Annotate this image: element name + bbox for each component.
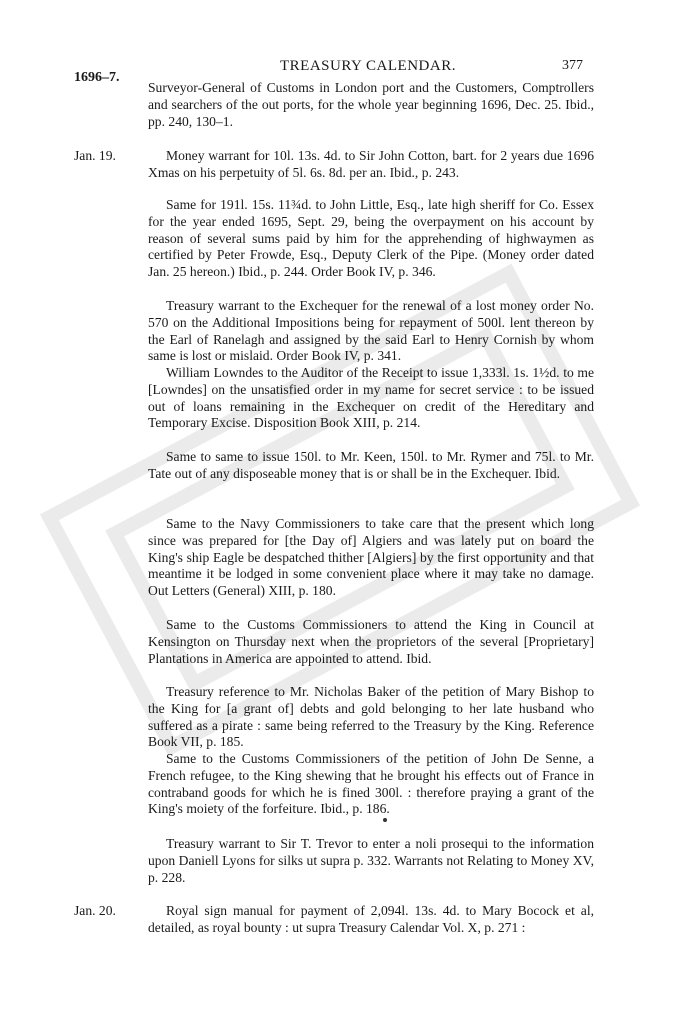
entry-1: Surveyor-General of Customs in London port and the Customers, Comptrollers and searchers of the out ports, for the whole year beginning 1696, Dec. 25. Ibid., pp. 240, 130–1. — [148, 80, 594, 129]
entry-date-jan-19: Jan. 19. — [74, 148, 116, 163]
entry-date-jan-20: Jan. 20. — [74, 903, 116, 918]
entry-5: William Lowndes to the Auditor of the Receipt to issue 1,333l. 1s. 1½d. to me [Lowndes] on the unsatisfied order in my name for secret service : to be issued out of loans remaining in the Exchequer on credit of the Hereditary and Temporary Excise. Disposition Book XIII, p. 214. — [148, 365, 594, 431]
entry-10: Same to the Customs Commissioners of the petition of John De Senne, a French refugee, to the King shewing that he brought his effects out of France in contraband goods for which he is fined 300l. : therefore praying a grant of the King's moiety of the forfeiture. Ibid., p. 186. — [148, 751, 594, 817]
entry-6: Same to same to issue 150l. to Mr. Keen, 150l. to Mr. Rymer and 75l. to Mr. Tate out of any disposeable money that is or shall be in the Exchequer. Ibid. — [148, 449, 594, 481]
entry-8: Same to the Customs Commissioners to attend the King in Council at Kensington on Thursday next when the proprietors of the several [Proprietary] Plantations in America are appointed to attend. Ibid. — [148, 617, 594, 666]
entry-11: Treasury warrant to Sir T. Trevor to enter a noli prosequi to the information upon Daniell Lyons for silks ut supra p. 332. Warrants not Relating to Money XV, p. 228. — [148, 836, 594, 885]
stray-mark — [383, 818, 387, 822]
entry-7: Same to the Navy Commissioners to take care that the present which long since was prepared for [the Day of] Algiers and was lately put on board the King's ship Eagle be despatched thither [Algiers] by the first opportunity and that meantime it be lodged in some convenient place where it may take no damage. Out Letters (General) XIII, p. 180. — [148, 516, 594, 599]
page-title: TREASURY CALENDAR. — [280, 58, 456, 74]
entry-3: Same for 191l. 15s. 11¾d. to John Little, Esq., late high sheriff for Co. Essex for the year ended 1695, Sept. 29, being the overpayment on his account by reason of several sums paid by him for the apprehending of highwaymen as certified by Peter Frowde, Esq., Deputy Clerk of the Pipe. (Money order dated Jan. 25 hereon.) Ibid., p. 244. Order Book IV, p. 346. — [148, 197, 594, 280]
entry-9: Treasury reference to Mr. Nicholas Baker of the petition of Mary Bishop to the King for [a grant of] debts and gold belonging to her late husband who suffered as a pirate : same being referred to the Treasury by the King. Reference Book VII, p. 185. — [148, 684, 594, 750]
entry-2: Money warrant for 10l. 13s. 4d. to Sir John Cotton, bart. for 2 years due 1696 Xmas on his perpetuity of 5l. 6s. 8d. per an. Ibid., p. 243. — [148, 148, 594, 180]
header-year: 1696–7. — [74, 70, 120, 85]
entry-4: Treasury warrant to the Exchequer for the renewal of a lost money order No. 570 on the Additional Impositions being for repayment of 500l. lent thereon by the Earl of Ranelagh and assigned by the said Earl to Henry Cornish by whom same is lost or mislaid. Order Book IV, p. 341. — [148, 298, 594, 364]
page-number: 377 — [562, 58, 583, 73]
entry-12: Royal sign manual for payment of 2,094l. 13s. 4d. to Mary Bocock et al, detailed, as royal bounty : ut supra Treasury Calendar Vol. X, p. 271 : — [148, 903, 594, 935]
running-header — [0, 58, 674, 85]
